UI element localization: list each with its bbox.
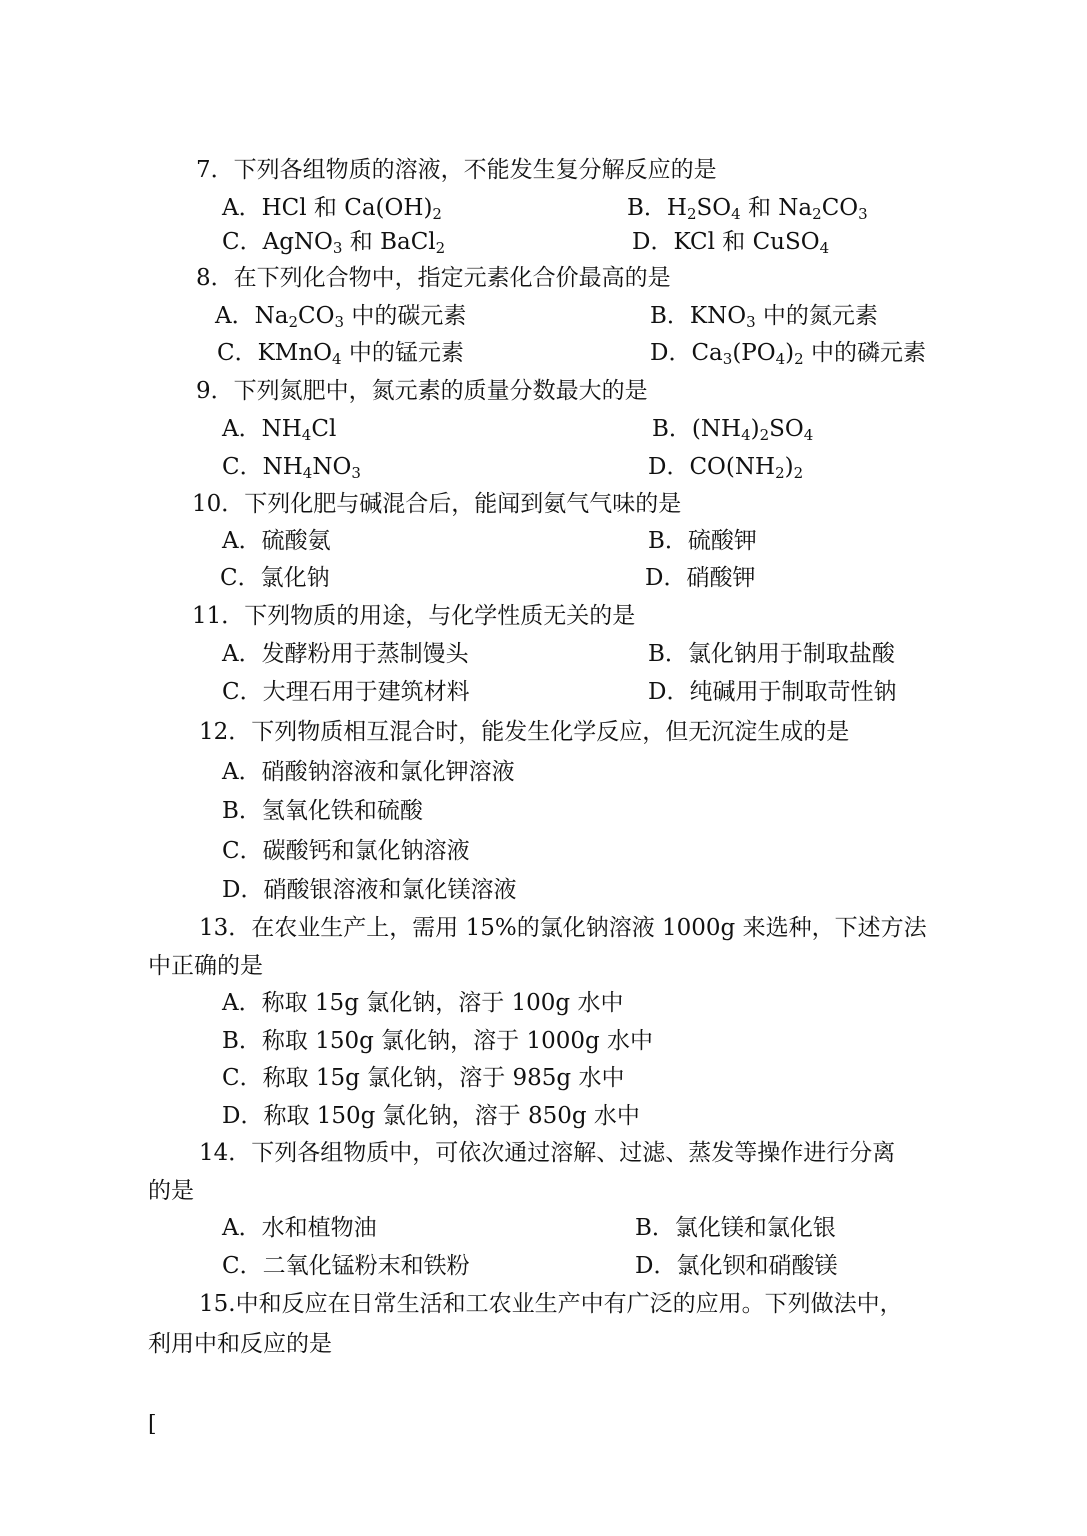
q7-option-a: A．HCl 和 $Ca(OH)_2$ bbox=[222, 195, 442, 223]
q7-stem: 7．下列各组物质的溶液，不能发生复分解反应的是 bbox=[196, 157, 717, 183]
q10-stem: 10．下列化肥与碱混合后，能闻到氨气气味的是 bbox=[192, 491, 682, 517]
q7-option-c: C．AgNO$_3$ 和 BaCl$_2$ bbox=[222, 229, 446, 257]
q13-stem-line1: 13．在农业生产上，需用 15%的氯化钠溶液 1000g 来选种，下述方法 bbox=[199, 915, 927, 941]
q9-option-b: B．$(NH_4)_2SO_4$ bbox=[652, 416, 814, 444]
q11-option-d: D．纯碱用于制取苛性钠 bbox=[648, 679, 897, 705]
q12-option-b: B．氢氧化铁和硫酸 bbox=[222, 798, 423, 824]
q14-option-b: B．氯化镁和氯化银 bbox=[635, 1215, 836, 1241]
q10-option-b: B．硫酸钾 bbox=[648, 528, 757, 554]
q11-option-b: B．氯化钠用于制取盐酸 bbox=[648, 641, 895, 667]
q13-option-d: D．称取 150g 氯化钠，溶于 850g 水中 bbox=[222, 1103, 640, 1129]
q12-stem: 12．下列物质相互混合时，能发生化学反应，但无沉淀生成的是 bbox=[199, 719, 850, 745]
q15-stem-line2: 利用中和反应的是 bbox=[148, 1331, 332, 1357]
q7-option-d: D．KCl 和 CuSO$_4$ bbox=[632, 229, 830, 257]
q10-option-a: A．硫酸氨 bbox=[222, 528, 331, 554]
q13-option-a: A．称取 15g 氯化钠，溶于 100g 水中 bbox=[222, 990, 624, 1016]
q10-option-c: C．氯化钠 bbox=[220, 565, 330, 591]
q7-option-b: B．$H_2SO_4$ 和 $Na_2CO_3$ bbox=[627, 195, 868, 223]
q12-option-c: C．碳酸钙和氯化钠溶液 bbox=[222, 838, 470, 864]
q13-option-b: B．称取 150g 氯化钠，溶于 1000g 水中 bbox=[222, 1028, 654, 1054]
q8-option-c: C．KMnO$_4$ 中的锰元素 bbox=[217, 340, 464, 368]
q9-option-a: A．$NH_4Cl$ bbox=[222, 416, 337, 444]
q11-option-a: A．发酵粉用于蒸制馒头 bbox=[222, 641, 469, 667]
q11-option-c: C．大理石用于建筑材料 bbox=[222, 679, 470, 705]
q10-option-d: D．硝酸钾 bbox=[645, 565, 756, 591]
q12-option-d: D．硝酸银溶液和氯化镁溶液 bbox=[222, 877, 517, 903]
q9-stem: 9．下列氮肥中，氮元素的质量分数最大的是 bbox=[196, 378, 648, 404]
q14-stem-line1: 14．下列各组物质中，可依次通过溶解、过滤、蒸发等操作进行分离 bbox=[199, 1140, 896, 1166]
q9-option-c: C．$NH_4NO_3$ bbox=[222, 454, 361, 482]
q9-option-d: D．$CO(NH_2)_2$ bbox=[648, 454, 804, 482]
q15-stem-line1: 15.中和反应在日常生活和工农业生产中有广泛的应用。下列做法中， bbox=[199, 1291, 903, 1317]
q8-stem: 8．在下列化合物中，指定元素化合价最高的是 bbox=[196, 265, 671, 291]
q13-option-c: C．称取 15g 氯化钠，溶于 985g 水中 bbox=[222, 1065, 625, 1091]
q8-option-b: B．$KNO_3$ 中的氮元素 bbox=[650, 303, 878, 331]
q8-option-a: A．$Na_2CO_3$ 中的碳元素 bbox=[215, 303, 467, 331]
q8-option-d: D．$Ca_3(PO_4)_2$ 中的磷元素 bbox=[650, 340, 927, 368]
q12-option-a: A．硝酸钠溶液和氯化钾溶液 bbox=[222, 759, 515, 785]
q13-stem-line2: 中正确的是 bbox=[148, 953, 263, 979]
q14-option-a: A．水和植物油 bbox=[222, 1215, 377, 1241]
page-bracket-mark: [ bbox=[148, 1412, 157, 1437]
q11-stem: 11．下列物质的用途，与化学性质无关的是 bbox=[192, 603, 636, 629]
q14-option-d: D．氯化钡和硝酸镁 bbox=[635, 1253, 838, 1279]
q14-option-c: C．二氧化锰粉末和铁粉 bbox=[222, 1253, 470, 1279]
q14-stem-line2: 的是 bbox=[148, 1178, 194, 1204]
